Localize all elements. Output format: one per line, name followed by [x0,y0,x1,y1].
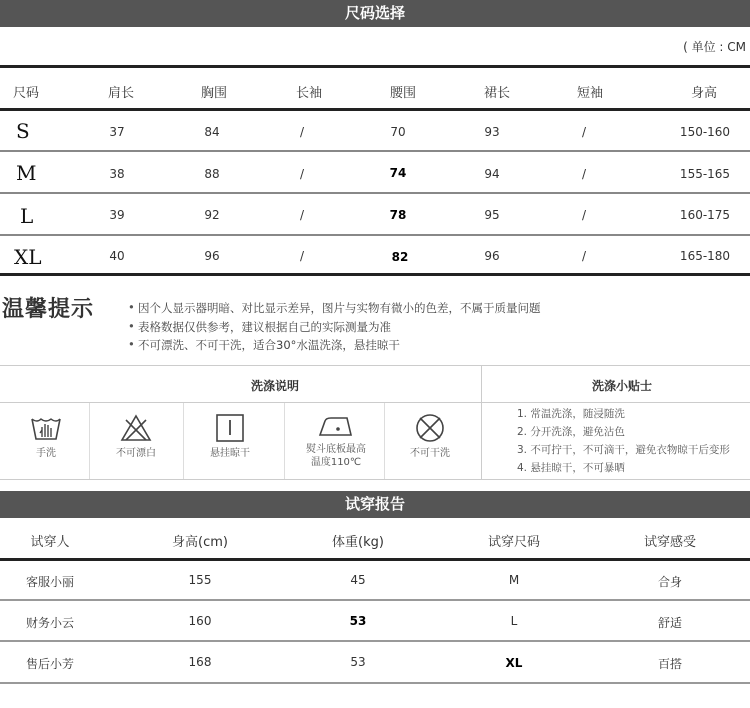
hang-dry-icon [213,413,247,443]
tip-item: • 表格数据仅供参考，建议根据自己的实际测量为准 [138,319,391,335]
row-divider [0,234,750,236]
size-cell: S [16,119,30,143]
trial-header-weight: 体重(kg) [332,535,384,550]
row-divider [0,640,750,642]
size-cell: XL [14,245,42,269]
wash-icon-cell-hand [0,403,92,478]
tips-title: 温馨提示 [2,297,95,322]
washing-instructions-title: 洗涤说明 [250,379,300,393]
trial-weight-cell: 45 [350,573,366,587]
wash-icon-label: 熨斗底板最高 [306,444,366,455]
washing-tips-list [517,405,730,477]
unit-note: ( 单位 : CM [683,40,746,54]
trial-header-height: 身高(cm) [172,535,228,550]
washing-tip: 1. 常温洗涤，随浸随洗 [517,408,625,420]
height-cell: 160-175 [679,208,731,222]
trial-section-title: 试穿报告 [344,495,405,513]
trial-size-cell: XL [505,656,523,670]
washing-tip: 4. 悬挂晾干，不可暴晒 [517,462,625,474]
trial-table-bottom-rule [0,682,750,684]
short-sleeve-cell: / [581,125,587,139]
long-sleeve-cell: / [299,125,305,139]
long-sleeve-cell: / [299,167,305,181]
size-cell: L [20,204,34,228]
size-table-top-rule [0,65,750,68]
trial-feeling-cell: 百搭 [657,657,683,671]
size-header-short-sleeve: 短袖 [576,86,604,101]
row-divider [0,599,750,601]
skirt-cell: 95 [484,208,500,222]
iron-icon [317,413,355,439]
size-header-chest: 胸围 [200,86,228,101]
hand-wash-icon [29,413,63,443]
waist-cell: 78 [389,208,407,222]
shoulder-cell: 38 [109,167,125,181]
trial-person-cell: 售后小芳 [25,657,75,671]
washing-vertical-rule [481,365,482,480]
skirt-cell: 94 [484,167,500,181]
waist-cell: 74 [389,166,407,180]
long-sleeve-cell: / [299,208,305,222]
washing-tip: 3. 不可拧干，不可滴干，避免衣物晾干后变形 [517,444,730,456]
no-dryclean-icon [413,413,447,443]
size-header-rule [0,108,750,111]
tip-item: • 不可漂洗、不可干洗，适合30°水温洗涤，悬挂晾干 [138,337,400,353]
wash-icon-label: 悬挂晾干 [210,448,250,459]
size-section-title: 尺码选择 [344,4,405,22]
size-header-skirt-length: 裙长 [483,86,511,101]
wash-icon-label: 不可漂白 [116,448,156,459]
trial-person-cell: 客服小丽 [25,575,75,589]
chest-cell: 92 [204,208,220,222]
wash-icon-label-line2: 温度110℃ [310,457,362,468]
trial-feeling-cell: 舒适 [657,616,683,630]
wash-divider [284,403,285,479]
washing-top-rule [0,365,750,366]
wash-icon-label: 不可干洗 [410,448,450,459]
no-bleach-icon [119,413,153,443]
size-section-title-bar [0,0,750,27]
trial-header-feeling: 试穿感受 [643,535,697,550]
long-sleeve-cell: / [299,249,305,263]
row-divider [0,150,750,152]
wash-icon-label: 手洗 [36,448,56,459]
short-sleeve-cell: / [581,208,587,222]
trial-height-cell: 168 [188,655,212,669]
trial-weight-cell: 53 [349,614,367,628]
wash-icon-cell-dryclean [384,403,476,478]
size-header-shoulder: 肩长 [107,86,135,101]
chest-cell: 96 [204,249,220,263]
waist-cell: 82 [391,250,409,264]
shoulder-cell: 37 [109,125,125,139]
washing-tips-title: 洗涤小贴士 [591,379,653,393]
shoulder-cell: 39 [109,208,125,222]
trial-section-title-bar [0,491,750,518]
size-table-bottom-rule [0,273,750,276]
height-cell: 155-165 [679,167,731,181]
wash-icon-cell-iron [288,403,384,478]
wash-icon-cell-bleach [90,403,182,478]
size-header-waist: 腰围 [389,86,417,101]
shoulder-cell: 40 [109,249,125,263]
wash-icon-cell-hang [184,403,276,478]
tip-item: • 因个人显示器明暗、对比显示差异，图片与实物有微小的色差，不属于质量问题 [138,300,541,316]
washing-tip: 2. 分开洗涤，避免沾色 [517,426,625,438]
chest-cell: 88 [204,167,220,181]
short-sleeve-cell: / [581,167,587,181]
row-divider [0,192,750,194]
waist-cell: 70 [390,125,406,139]
trial-person-cell: 财务小云 [25,616,75,630]
size-header-size: 尺码 [13,86,40,101]
trial-header-rule [0,558,750,561]
skirt-cell: 96 [484,249,500,263]
trial-size-cell: L [510,614,518,628]
chest-cell: 84 [204,125,220,139]
height-cell: 150-160 [679,125,731,139]
trial-feeling-cell: 合身 [657,575,683,589]
skirt-cell: 93 [484,125,500,139]
size-cell: M [16,161,37,185]
height-cell: 165-180 [679,249,731,263]
trial-header-person: 试穿人 [30,535,70,550]
trial-header-size: 试穿尺码 [487,535,541,550]
short-sleeve-cell: / [581,249,587,263]
trial-height-cell: 160 [188,614,212,628]
size-header-long-sleeve: 长袖 [295,86,323,101]
trial-weight-cell: 53 [350,655,366,669]
trial-height-cell: 155 [188,573,212,587]
washing-bottom-rule [0,479,750,480]
size-header-height: 身高 [690,86,718,101]
trial-size-cell: M [508,573,520,587]
